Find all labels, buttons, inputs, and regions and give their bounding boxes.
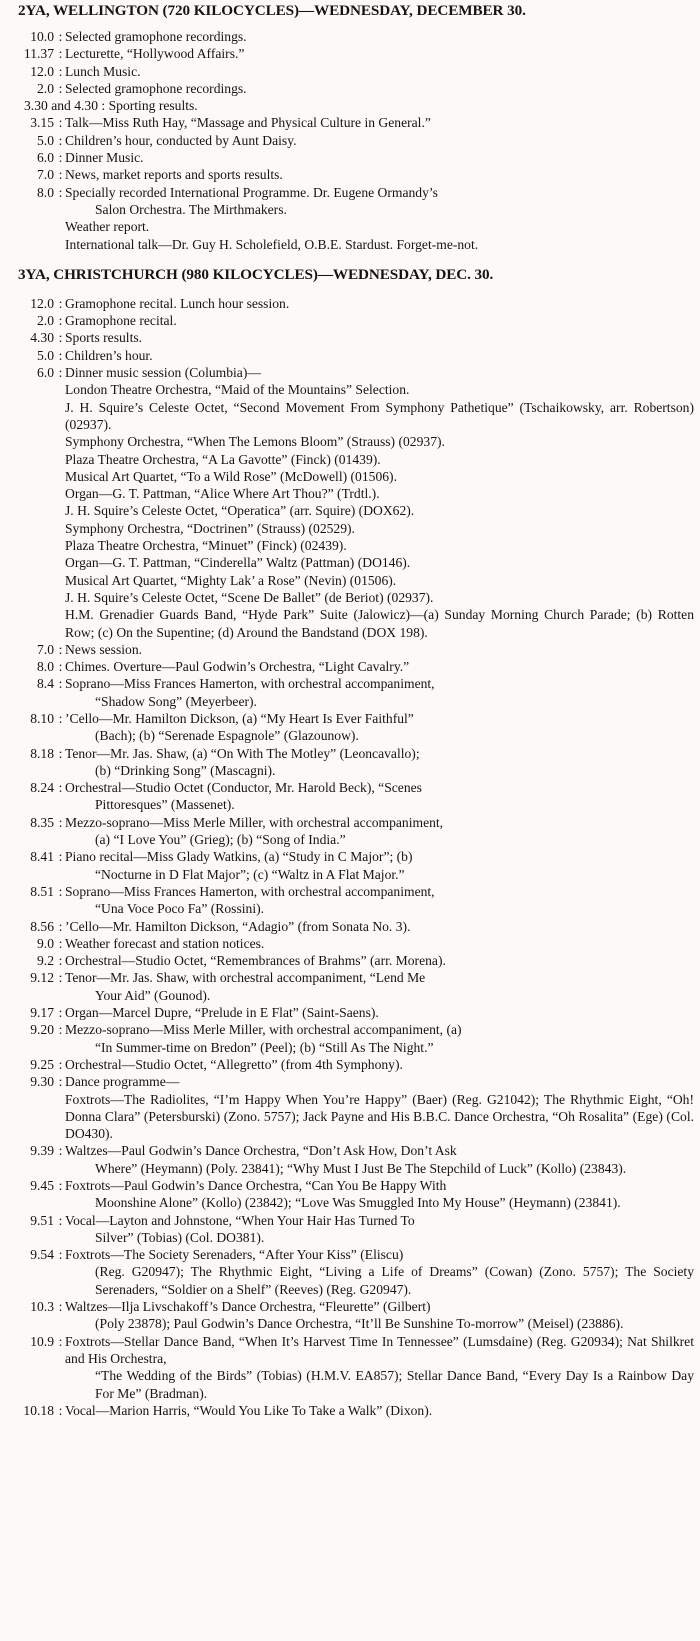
list-item: 9.45 : Foxtrots—Paul Godwin’s Dance Orchestra, “Can You Be Happy With Moonshine Alone” (Kollo) (23842); “Love Was Smuggled Into My House” (Heymann) (23841).	[6, 1177, 694, 1212]
item-text: Sports results.	[65, 330, 143, 346]
item-text: Weather report.	[65, 219, 150, 235]
item-text: News, market reports and sports results.	[65, 167, 283, 183]
list-item: 8.0 : Specially recorded International Programme. Dr. Eugene Ormandy’s Salon Orchestra. The Mirthmakers.	[6, 184, 694, 219]
time: 9.12	[30, 970, 54, 986]
item-text: Vocal—Layton and Johnstone, “When Your Hair Has Turned To	[65, 1212, 415, 1228]
dinner-music-list	[6, 381, 694, 640]
time: 8.4	[37, 676, 54, 692]
item-text: Gramophone recital.	[65, 313, 177, 329]
time: 8.41	[30, 849, 54, 865]
list-item: Musical Art Quartet, “Mighty Lak’ a Rose” (Nevin) (01506).	[65, 572, 397, 588]
item-text-cont: Silver” (Tobias) (Col. DO381).	[95, 1229, 265, 1245]
item-text-cont: (Bach); (b) “Serenade Espagnole” (Glazounow).	[95, 728, 359, 744]
item-text: Lecturette, “Hollywood Affairs.”	[65, 46, 245, 62]
list-item: 12.0 : Gramophone recital. Lunch hour session.	[6, 295, 694, 312]
station-heading-2ya: 2YA, WELLINGTON (720 KILOCYCLES)—WEDNESDAY, DECEMBER 30.	[18, 2, 526, 19]
time: 10.18	[23, 1402, 54, 1418]
time: 3.15	[30, 115, 54, 131]
item-text: Mezzo-soprano—Miss Merle Miller, with orchestral accompaniment, (a)	[65, 1022, 462, 1038]
item-text-cont: “The Wedding of the Birds” (Tobias) (H.M.V. EA857); Stellar Dance Band, “Every Day Is a Rainbow Day For Me” (Bradman).	[95, 1368, 694, 1401]
list-item: 9.2 : Orchestral—Studio Octet, “Remembrances of Brahms” (arr. Morena).	[6, 952, 694, 969]
list-item: 9.39 : Waltzes—Paul Godwin’s Dance Orchestra, “Don’t Ask How, Don’t Ask Where” (Heymann) (Poly. 23841); “Why Must I Just Be The Stepchild of Luck” (Kollo) (23843).	[6, 1142, 694, 1177]
item-text: ’Cello—Mr. Hamilton Dickson, “Adagio” (from Sonata No. 3).	[65, 918, 411, 934]
time: 7.0	[37, 167, 54, 183]
item-text: Orchestral—Studio Octet (Conductor, Mr. Harold Beck), “Scenes	[65, 780, 422, 796]
item-text: Children’s hour.	[65, 347, 153, 363]
list-item: London Theatre Orchestra, “Maid of the Mountains” Selection.	[65, 382, 410, 398]
item-text: Chimes. Overture—Paul Godwin’s Orchestra, “Light Cavalry.”	[65, 659, 410, 675]
item-text: ’Cello—Mr. Hamilton Dickson, (a) “My Heart Is Ever Faithful”	[65, 710, 414, 726]
time: 12.0	[30, 63, 54, 79]
list-item: 5.0 : Children’s hour, conducted by Aunt Daisy.	[6, 132, 694, 149]
list-item: Organ—G. T. Pattman, “Cinderella” Waltz (Pattman) (DO146).	[65, 555, 411, 571]
item-text-cont: Salon Orchestra. The Mirthmakers.	[95, 201, 287, 217]
item-text-cont: (Reg. G20947); The Rhythmic Eight, “Living a Life of Dreams” (Cowan) (Zono. 5757); The Society Serenaders, “Soldier on a Shelf” (Reeves) (Reg. G20947).	[95, 1264, 694, 1297]
list-item: 8.18 : Tenor—Mr. Jas. Shaw, (a) “On With The Motley” (Leoncavallo); (b) “Drinking Song” (Mascagni).	[6, 745, 694, 780]
wellington-schedule	[6, 28, 694, 253]
list-item: Musical Art Quartet, “To a Wild Rose” (McDowell) (01506).	[65, 468, 397, 484]
list-item: 9.12 : Tenor—Mr. Jas. Shaw, with orchestral accompaniment, “Lend Me Your Aid” (Gounod).	[6, 969, 694, 1004]
list-item: 8.24 : Orchestral—Studio Octet (Conductor, Mr. Harold Beck), “Scenes Pittoresques” (Massenet).	[6, 779, 694, 814]
radio-programme-page	[6, 0, 694, 1419]
time: 8.24	[30, 780, 54, 796]
list-item: 9.51 : Vocal—Layton and Johnstone, “When Your Hair Has Turned To Silver” (Tobias) (Col. DO381).	[6, 1212, 694, 1247]
time: 8.51	[30, 883, 54, 899]
item-text: Soprano—Miss Frances Hamerton, with orchestral accompaniment,	[65, 883, 435, 899]
item-text: Orchestral—Studio Octet, “Remembrances of Brahms” (arr. Morena).	[65, 953, 446, 969]
item-text-cont: “Una Voce Poco Fa” (Rossini).	[95, 901, 265, 917]
item-text: Organ—Marcel Dupre, “Prelude in E Flat” (Saint-Saens).	[65, 1005, 379, 1021]
time: 8.18	[30, 745, 54, 761]
item-text-cont: Where” (Heymann) (Poly. 23841); “Why Must I Just Be The Stepchild of Luck” (Kollo) (23843).	[95, 1160, 627, 1176]
list-item: 6.0 : Dinner Music.	[6, 149, 694, 166]
item-text: Mezzo-soprano—Miss Merle Miller, with orchestral accompaniment,	[65, 814, 444, 830]
time: 7.0	[37, 641, 54, 657]
list-item: 9.0 : Weather forecast and station notices.	[6, 935, 694, 952]
time: 9.0	[37, 935, 54, 951]
list-item: 10.9 : Foxtrots—Stellar Dance Band, “When It’s Harvest Time In Tennessee” (Lumsdaine) (Reg. G20934); Nat Shilkret and His Orchestra, “The Wedding of the Birds” (Tobias) (H.M.V. EA857); Stellar Dance Band, “Every Day Is a Rainbow Day For Me” (Bradman).	[6, 1333, 694, 1402]
time: 9.17	[30, 1005, 54, 1021]
time: 5.0	[37, 132, 54, 148]
list-item: 8.0 : Chimes. Overture—Paul Godwin’s Orchestra, “Light Cavalry.”	[6, 658, 694, 675]
time: 6.0	[37, 150, 54, 166]
list-item: 10.18 : Vocal—Marion Harris, “Would You Like To Take a Walk” (Dixon).	[6, 1402, 694, 1419]
time: 9.30	[30, 1074, 54, 1090]
list-item: 9.30 : Dance programme—	[6, 1073, 694, 1090]
item-text: Specially recorded International Programme. Dr. Eugene Ormandy’s	[65, 184, 438, 200]
item-text-cont: Pittoresques” (Massenet).	[95, 797, 235, 813]
list-item: 11.37 : Lecturette, “Hollywood Affairs.”	[6, 45, 694, 62]
list-item: 10.0 : Selected gramophone recordings.	[6, 28, 694, 45]
list-item: 8.35 : Mezzo-soprano—Miss Merle Miller, with orchestral accompaniment, (a) “I Love You” (Grieg); (b) “Song of India.”	[6, 814, 694, 849]
item-text-cont: (b) “Drinking Song” (Mascagni).	[95, 762, 276, 778]
list-item: 6.0 : Dinner music session (Columbia)—	[6, 364, 694, 381]
list-item: Plaza Theatre Orchestra, “Minuet” (Finck) (02439).	[65, 538, 347, 554]
item-text: Tenor—Mr. Jas. Shaw, (a) “On With The Motley” (Leoncavallo);	[65, 745, 420, 761]
time: 8.35	[30, 814, 54, 830]
list-item: Symphony Orchestra, “Doctrinen” (Strauss) (02529).	[65, 520, 355, 536]
list-item: 7.0 : News session.	[6, 641, 694, 658]
time: 8.56	[30, 918, 54, 934]
list-item: 8.56 : ’Cello—Mr. Hamilton Dickson, “Adagio” (from Sonata No. 3).	[6, 918, 694, 935]
item-text: Sporting results.	[108, 98, 198, 114]
time: 2.0	[37, 313, 54, 329]
list-item: H.M. Grenadier Guards Band, “Hyde Park” Suite (Jalowicz)—(a) Sunday Morning Church Parade; (b) Rotten Row; (c) On the Supentine; (d) Around the Bandstand (DOX 198).	[65, 607, 694, 640]
time: 9.54	[30, 1247, 54, 1263]
item-text: Orchestral—Studio Octet, “Allegretto” (from 4th Symphony).	[65, 1056, 403, 1072]
time: 9.25	[30, 1056, 54, 1072]
christchurch-schedule	[6, 295, 694, 1419]
time: 9.45	[30, 1178, 54, 1193]
list-item: 3.15 : Talk—Miss Ruth Hay, “Massage and Physical Culture in General.”	[6, 114, 694, 131]
list-item: 8.51 : Soprano—Miss Frances Hamerton, with orchestral accompaniment, “Una Voce Poco Fa” (Rossini).	[6, 883, 694, 918]
time: 9.2	[37, 953, 54, 969]
station-heading-3ya: 3YA, CHRISTCHURCH (980 KILOCYCLES)—WEDNESDAY, DEC. 30.	[18, 265, 494, 283]
item-text: Piano recital—Miss Glady Watkins, (a) “Study in C Major”; (b)	[65, 849, 413, 865]
list-item: 9.25 : Orchestral—Studio Octet, “Allegretto” (from 4th Symphony).	[6, 1056, 694, 1073]
list-item: 8.10 : ’Cello—Mr. Hamilton Dickson, (a) “My Heart Is Ever Faithful” (Bach); (b) “Serenade Espagnole” (Glazounow).	[6, 710, 694, 745]
list-item: 5.0 : Children’s hour.	[6, 347, 694, 364]
item-text: Dinner Music.	[65, 150, 144, 166]
item-text-cont: (a) “I Love You” (Grieg); (b) “Song of India.”	[95, 832, 346, 848]
item-text: News session.	[65, 641, 143, 657]
item-text: Tenor—Mr. Jas. Shaw, with orchestral accompaniment, “Lend Me	[65, 970, 426, 986]
time: 11.37	[23, 46, 54, 62]
time: 10.3	[30, 1299, 54, 1315]
time: 12.0	[30, 295, 54, 311]
item-text: Waltzes—Ilja Livschakoff’s Dance Orchestra, “Fleurette” (Gilbert)	[65, 1299, 431, 1315]
list-item: 8.4 : Soprano—Miss Frances Hamerton, with orchestral accompaniment, “Shadow Song” (Meyerbeer).	[6, 675, 694, 710]
list-item: Symphony Orchestra, “When The Lemons Bloom” (Strauss) (02937).	[65, 434, 445, 450]
item-text: Foxtrots—The Society Serenaders, “After Your Kiss” (Eliscu)	[65, 1247, 404, 1263]
item-text: Talk—Miss Ruth Hay, “Massage and Physical Culture in General.”	[65, 115, 431, 131]
time: 8.0	[37, 659, 54, 675]
list-item: J. H. Squire’s Celeste Octet, “Second Movement From Symphony Pathetique” (Tschaikowsky, arr. Robertson) (02937).	[65, 399, 694, 432]
item-text-cont: “In Summer-time on Bredon” (Peel); (b) “Still As The Night.”	[95, 1039, 434, 1055]
time: 4.30	[30, 330, 54, 346]
item-text: Dance programme—	[65, 1074, 180, 1090]
list-item: 2.0 : Gramophone recital.	[6, 312, 694, 329]
item-text-cont: “Shadow Song” (Meyerbeer).	[95, 693, 257, 709]
item-text: Selected gramophone recordings.	[65, 80, 247, 96]
list-item: 9.54 : Foxtrots—The Society Serenaders, “After Your Kiss” (Eliscu) (Reg. G20947); The Rhythmic Eight, “Living a Life of Dreams” (Cowan) (Zono. 5757); The Society Serenaders, “Soldier on a Shelf” (Reeves) (Reg. G20947).	[6, 1246, 694, 1298]
list-item: 12.0 : Lunch Music.	[6, 63, 694, 80]
list-item: 9.20 : Mezzo-soprano—Miss Merle Miller, with orchestral accompaniment, (a) “In Summer-time on Bredon” (Peel); (b) “Still As The Night.”	[6, 1021, 694, 1056]
item-text: Foxtrots—Paul Godwin’s Dance Orchestra, “Can You Be Happy With	[65, 1178, 447, 1193]
list-item: 9.17 : Organ—Marcel Dupre, “Prelude in E Flat” (Saint-Saens).	[6, 1004, 694, 1021]
item-text-cont: “Nocturne in D Flat Major”; (c) “Waltz in A Flat Major.”	[95, 866, 405, 882]
list-item	[6, 236, 694, 253]
item-text: Selected gramophone recordings.	[65, 29, 247, 44]
list-item: J. H. Squire’s Celeste Octet, “Operatica” (arr. Squire) (DOX62).	[65, 503, 415, 519]
item-text-cont: Moonshine Alone” (Kollo) (23842); “Love Was Smuggled Into My House” (Heymann) (23841).	[95, 1195, 621, 1211]
time: 2.0	[37, 80, 54, 96]
dance-foxtrots: Foxtrots—The Radiolites, “I’m Happy When You’re Happy” (Baer) (Reg. G21042); The Rhythmic Eight, “Oh! Donna Clara” (Petersburski) (Zono. 5757); Jack Payne and His B.B.C. Dance Orchestra, “Oh Rosalita” (Ege) (Col. DO430).	[65, 1091, 694, 1142]
list-item: 10.3 : Waltzes—Ilja Livschakoff’s Dance Orchestra, “Fleurette” (Gilbert) (Poly 23878); Paul Godwin’s Dance Orchestra, “It’ll Be Sunshine To-morrow” (Meisel) (23886).	[6, 1298, 694, 1333]
list-item: Plaza Theatre Orchestra, “A La Gavotte” (Finck) (01439).	[65, 451, 381, 467]
list-item: 2.0 : Selected gramophone recordings.	[6, 80, 694, 97]
time: 9.39	[30, 1143, 54, 1159]
item-text: Foxtrots—Stellar Dance Band, “When It’s Harvest Time In Tennessee” (Lumsdaine) (Reg. G20934); Nat Shilkret and His Orchestra,	[65, 1333, 694, 1366]
item-text: Weather forecast and station notices.	[65, 935, 265, 951]
time: 6.0	[37, 365, 54, 381]
list-item: J. H. Squire’s Celeste Octet, “Scene De Ballet” (de Beriot) (02937).	[65, 589, 434, 605]
time: 9.51	[30, 1212, 54, 1228]
item-text-cont: Your Aid” (Gounod).	[95, 987, 211, 1003]
time: 8.10	[30, 710, 54, 726]
item-text-cont: (Poly 23878); Paul Godwin’s Dance Orchestra, “It’ll Be Sunshine To-morrow” (Meisel) (23886).	[95, 1316, 624, 1332]
list-item: 4.30 : Sports results.	[6, 329, 694, 346]
item-text: Lunch Music.	[65, 63, 141, 79]
item-text: Soprano—Miss Frances Hamerton, with orchestral accompaniment,	[65, 676, 435, 692]
list-item: Organ—G. T. Pattman, “Alice Where Art Thou?” (Trdtl.).	[65, 486, 380, 502]
list-item: 3.30 and 4.30 : Sporting results.	[6, 97, 694, 114]
item-text: Dinner music session (Columbia)—	[65, 365, 261, 381]
list-item: 8.41 : Piano recital—Miss Glady Watkins, (a) “Study in C Major”; (b) “Nocturne in D Flat Major”; (c) “Waltz in A Flat Major.”	[6, 848, 694, 883]
item-text: International talk—Dr. Guy H. Scholefield, O.B.E. Stardust. Forget-me-not.	[65, 236, 479, 252]
item-text: Gramophone recital. Lunch hour session.	[65, 295, 290, 311]
item-text: Children’s hour, conducted by Aunt Daisy.	[65, 132, 297, 148]
time: 3.30 and 4.30	[24, 98, 99, 114]
time: 5.0	[37, 347, 54, 363]
item-text: Vocal—Marion Harris, “Would You Like To Take a Walk” (Dixon).	[65, 1402, 433, 1418]
list-item	[6, 218, 694, 235]
item-text: Waltzes—Paul Godwin’s Dance Orchestra, “Don’t Ask How, Don’t Ask	[65, 1143, 457, 1159]
time: 9.20	[30, 1022, 54, 1038]
time: 10.9	[30, 1333, 54, 1349]
time: 10.0	[30, 29, 54, 44]
list-item: 7.0 : News, market reports and sports results.	[6, 166, 694, 183]
time: 8.0	[37, 184, 54, 200]
